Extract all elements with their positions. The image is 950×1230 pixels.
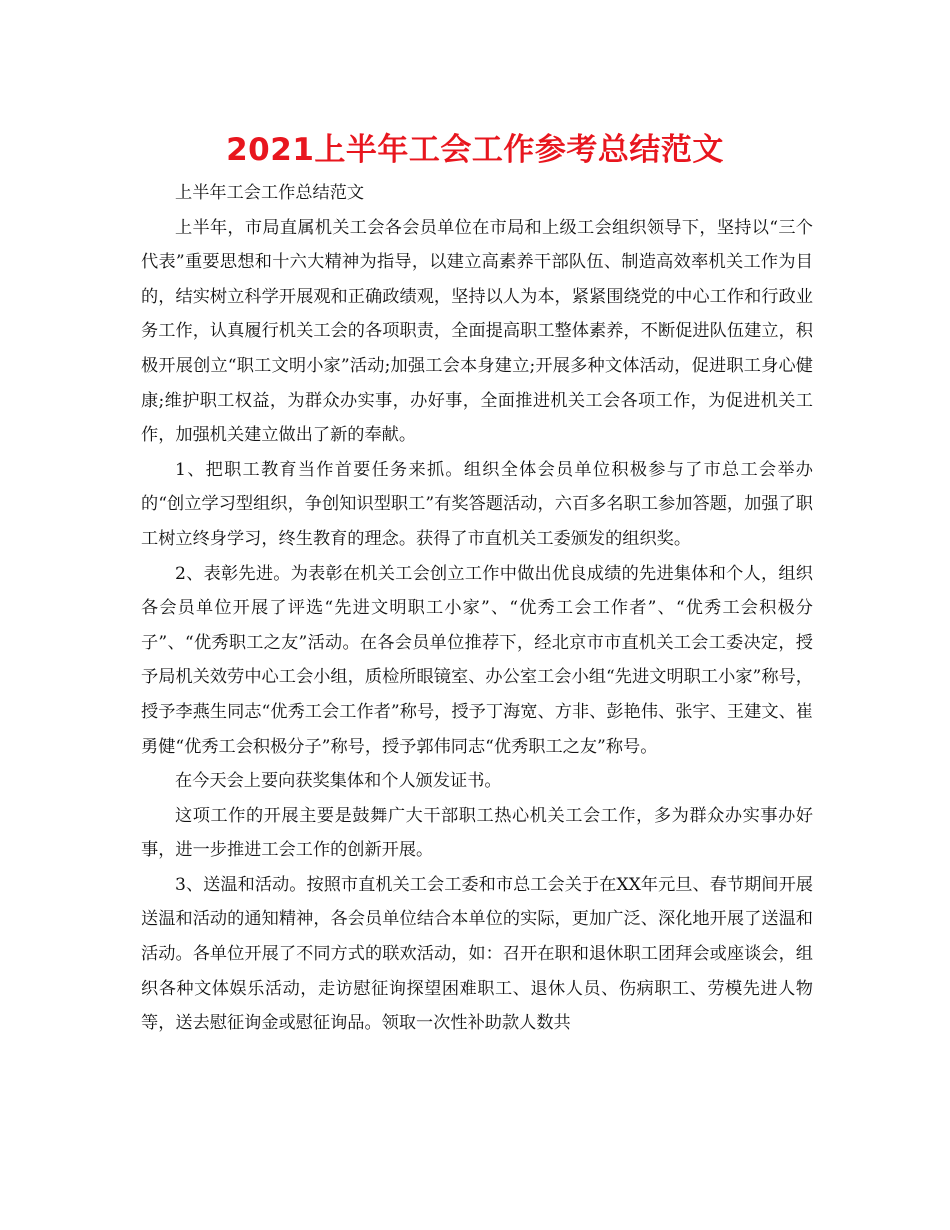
document-body <box>141 176 813 1041</box>
intro-paragraph: 上半年，市局直属机关工会各会员单位在市局和上级工会组织领导下，坚持以“三个代表”重要思想和十六大精神为指导，以建立高素养干部队伍、制造高效率机关工作为目的，结实树立科学开展观和正确政绩观，坚持以人为本，紧紧围绕党的中心工作和行政业务工作，认真履行机关工会的各项职责，全面提高职工整体素养，不断促进队伍建立，积极开展创立“职工文明小家”活动;加强工会本身建立;开展多种文体活动，促进职工身心健康;维护职工权益，为群众办实事，办好事，全面推进机关工会各项工作，为促进机关工作，加强机关建立做出了新的奉献。 <box>141 217 813 446</box>
education-paragraph: 1、把职工教育当作首要任务来抓。组织全体会员单位积极参与了市总工会举办的“创立学习型组织，争创知识型职工”有奖答题活动，六百多名职工参加答题，加强了职工树立终身学习，终生教育的理念。获得了市直机关工委颁发的组织奖。 <box>141 459 813 549</box>
warmth-activity-paragraph: 3、送温和活动。按照市直机关工会工委和市总工会关于在XX年元旦、春节期间开展送温和活动的通知精神，各会员单位结合本单位的实际，更加广泛、深化地开展了送温和活动。各单位开展了不同方式的联欢活动，如：召开在职和退休职工团拜会或座谈会，组织各种文体娱乐活动，走访慰征询探望困难职工、退休人员、伤病职工、劳模先进人物等，送去慰征询金或慰征询品。领取一次性补助款人数共 <box>141 874 813 1034</box>
document-title: 2021上半年工会工作参考总结范文 <box>226 132 724 168</box>
commendation-paragraph: 2、表彰先进。为表彰在机关工会创立工作中做出优良成绩的先进集体和个人，组织各会员单位开展了评选“先进文明职工小家”、“优秀工会工作者”、“优秀工会积极分子”、“优秀职工之友”活动。在各会员单位推荐下，经北京市市直机关工会工委决定，授予局机关效劳中心工会小组，质检所眼镜室、办公室工会小组“先进文明职工小家”称号，授予李燕生同志“优秀工会工作者”称号，授予丁海宽、方非、彭艳伟、张宇、王建文、崔勇健“优秀工会积极分子”称号，授予郭伟同志“优秀职工之友”称号。 <box>141 563 813 757</box>
certificate-paragraph: 在今天会上要向获奖集体和个人颁发证书。 <box>175 771 502 792</box>
encouragement-paragraph: 这项工作的开展主要是鼓舞广大干部职工热心机关工会工作，多为群众办实事办好事，进一步推进工会工作的创新开展。 <box>141 805 813 861</box>
subtitle-paragraph: 上半年工会工作总结范文 <box>175 183 365 203</box>
